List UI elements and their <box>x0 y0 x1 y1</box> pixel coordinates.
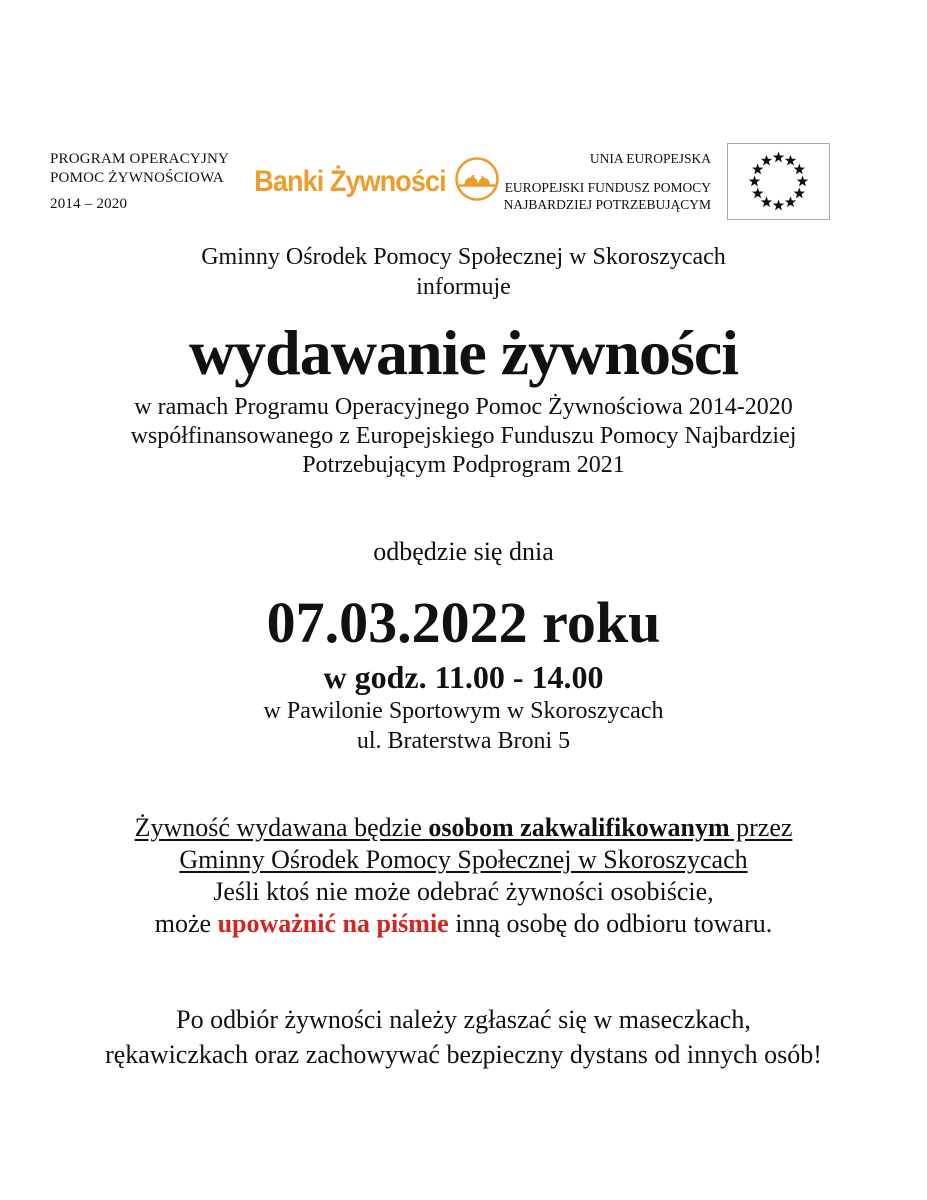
eu-flag-icon <box>727 143 830 220</box>
eu-text-block <box>504 150 711 213</box>
program-years: 2014 – 2020 <box>50 195 128 212</box>
eu-line-1: UNIA EUROPEJSKA <box>589 151 711 166</box>
eligibility-line-1-a: Żywność wydawana będzie <box>134 813 429 842</box>
safety-line-2: rękawiczkach oraz zachowywać bezpieczny dystans od innych osób! <box>105 1040 822 1069</box>
eligibility-line-3: Jeśli ktoś nie może odebrać żywności osobiście, <box>213 877 714 906</box>
eligibility-line-4-red: upoważnić na piśmie <box>217 909 449 938</box>
event-street: ul. Braterstwa Broni 5 <box>356 728 571 754</box>
eligibility-line-1-bold: osobom zakwalifikowanym <box>428 813 730 842</box>
eligibility-line-4-b: inną osobę do odbioru towaru. <box>448 909 773 938</box>
eligibility-block <box>0 812 927 940</box>
banki-zywnosci-wordmark: Banki Żywności <box>254 164 446 198</box>
page-title: wydawanie żywności <box>188 317 739 388</box>
event-lead: odbędzie się dnia <box>373 537 554 566</box>
eu-group <box>504 143 830 220</box>
program-block <box>50 150 229 214</box>
event-hours: w godz. 11.00 - 14.00 <box>323 659 604 695</box>
eu-line-3: NAJBARDZIEJ POTRZEBUJĄCYM <box>503 197 711 212</box>
intro-informs-line: informuje <box>416 274 511 300</box>
program-details-line-3: Potrzebującym Podprogram 2021 <box>302 452 625 478</box>
event-date: 07.03.2022 roku <box>266 590 661 655</box>
intro-block <box>0 242 927 302</box>
eligibility-line-4-a: może <box>154 909 218 938</box>
eligibility-line-1-b: przez <box>729 813 793 842</box>
program-details <box>0 393 927 480</box>
program-details-line-1: w ramach Programu Operacyjnego Pomoc Żywnościowa 2014-2020 <box>134 394 793 420</box>
banki-zywnosci-icon <box>454 156 500 207</box>
header-logos <box>0 0 927 220</box>
program-details-line-2: współfinansowanego z Europejskiego Funduszu Pomocy Najbardziej <box>130 423 797 449</box>
event-venue: w Pawilonie Sportowym w Skoroszycach <box>263 698 664 724</box>
safety-line-1: Po odbiór żywności należy zgłaszać się w maseczkach, <box>176 1005 751 1034</box>
intro-org-line: Gminny Ośrodek Pomocy Społecznej w Skoroszycach <box>201 244 726 270</box>
program-line-2: POMOC ŻYWNOŚCIOWA <box>50 169 224 186</box>
eu-line-2: EUROPEJSKI FUNDUSZ POMOCY <box>504 180 711 195</box>
banki-zywnosci-logo <box>233 156 500 207</box>
eligibility-line-1 <box>0 812 927 844</box>
program-line-1: PROGRAM OPERACYJNY <box>50 150 230 167</box>
safety-note <box>0 1002 927 1072</box>
eligibility-line-4 <box>0 908 927 940</box>
eligibility-line-2: Gminny Ośrodek Pomocy Społecznej w Skoroszycach <box>179 845 748 874</box>
